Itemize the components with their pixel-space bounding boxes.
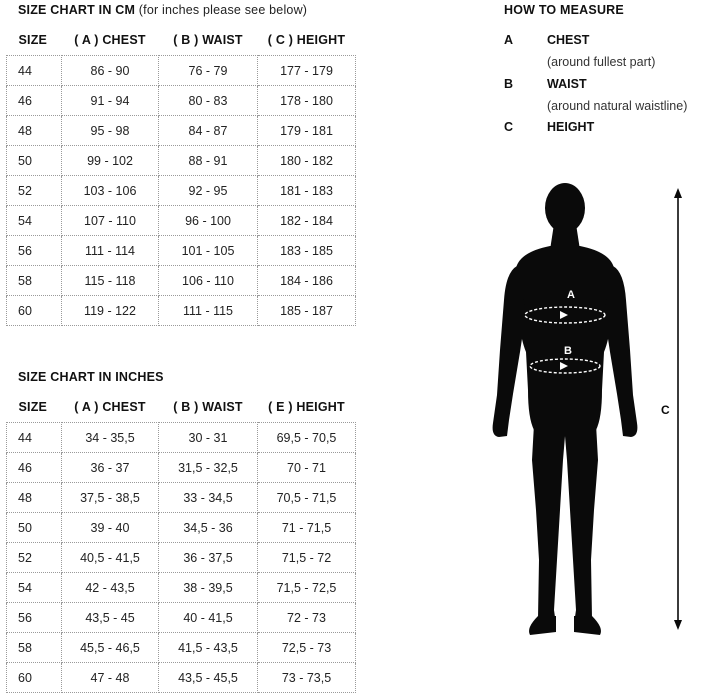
measurement-cell: 76 - 79	[159, 56, 258, 86]
chest-marker-label: A	[567, 289, 575, 301]
size-cell: 56	[7, 603, 62, 633]
cm-header-height: ( C ) HEIGHT	[267, 33, 346, 47]
measurement-cell: 72,5 - 73	[258, 633, 356, 663]
measurement-cell: 101 - 105	[159, 236, 258, 266]
how-to-measure-panel	[504, 3, 703, 134]
measurement-cell: 34,5 - 36	[159, 513, 258, 543]
table-row	[7, 146, 356, 176]
measurement-cell: 31,5 - 32,5	[159, 453, 258, 483]
measurement-cell: 33 - 34,5	[159, 483, 258, 513]
cm-table-header-row	[7, 25, 356, 56]
cm-chart-note: (for inches please see below)	[138, 3, 308, 17]
measurement-cell: 95 - 98	[62, 116, 159, 146]
inch-header-size: SIZE	[18, 400, 48, 414]
cm-header-size: SIZE	[18, 33, 48, 47]
size-cell: 54	[7, 206, 62, 236]
measurement-cell: 88 - 91	[159, 146, 258, 176]
measurement-cell: 36 - 37	[62, 453, 159, 483]
cm-chart-title	[18, 3, 307, 17]
measurement-cell: 180 - 182	[258, 146, 356, 176]
measurement-cell: 69,5 - 70,5	[258, 423, 356, 453]
measure-label-height: HEIGHT	[547, 120, 595, 134]
table-row	[7, 236, 356, 266]
measurement-cell: 119 - 122	[62, 296, 159, 326]
inch-header-height: ( E ) HEIGHT	[268, 400, 345, 414]
measure-letter-a: A	[504, 33, 514, 47]
cm-chart-title-text: SIZE CHART IN CM	[18, 3, 136, 17]
table-row	[7, 513, 356, 543]
measure-letter-b: B	[504, 77, 514, 91]
measurement-cell: 80 - 83	[159, 86, 258, 116]
measurement-cell: 39 - 40	[62, 513, 159, 543]
measure-label-waist: WAIST	[547, 77, 587, 91]
inch-table-header-row	[7, 392, 356, 423]
inch-chart-title: SIZE CHART IN INCHES	[18, 370, 164, 384]
measurement-cell: 41,5 - 43,5	[159, 633, 258, 663]
measurement-cell: 96 - 100	[159, 206, 258, 236]
body-measurement-figure	[490, 180, 700, 650]
measurement-cell: 182 - 184	[258, 206, 356, 236]
size-cell: 48	[7, 483, 62, 513]
measurement-cell: 70,5 - 71,5	[258, 483, 356, 513]
size-cell: 60	[7, 663, 62, 693]
measurement-cell: 40,5 - 41,5	[62, 543, 159, 573]
measurement-cell: 30 - 31	[159, 423, 258, 453]
table-row	[7, 543, 356, 573]
table-row	[7, 56, 356, 86]
cm-size-table	[6, 25, 356, 326]
measurement-cell: 71,5 - 72,5	[258, 573, 356, 603]
measurement-cell: 43,5 - 45,5	[159, 663, 258, 693]
measurement-cell: 177 - 179	[258, 56, 356, 86]
measure-desc-chest: (around fullest part)	[547, 55, 656, 69]
measurement-cell: 72 - 73	[258, 603, 356, 633]
measurement-cell: 115 - 118	[62, 266, 159, 296]
measurement-cell: 106 - 110	[159, 266, 258, 296]
table-row	[7, 206, 356, 236]
table-row	[7, 483, 356, 513]
size-cell: 60	[7, 296, 62, 326]
measurement-cell: 45,5 - 46,5	[62, 633, 159, 663]
size-cell: 48	[7, 116, 62, 146]
measurement-cell: 36 - 37,5	[159, 543, 258, 573]
inch-header-waist: ( B ) WAIST	[173, 400, 243, 414]
measurement-cell: 86 - 90	[62, 56, 159, 86]
size-cell: 44	[7, 423, 62, 453]
measurement-cell: 92 - 95	[159, 176, 258, 206]
cm-header-waist: ( B ) WAIST	[173, 33, 243, 47]
measurement-cell: 181 - 183	[258, 176, 356, 206]
waist-marker-label: B	[564, 345, 572, 357]
measurement-cell: 103 - 106	[62, 176, 159, 206]
measure-letter-c: C	[504, 120, 514, 134]
table-row	[7, 633, 356, 663]
table-row	[7, 453, 356, 483]
measurement-cell: 91 - 94	[62, 86, 159, 116]
inch-header-chest: ( A ) CHEST	[74, 400, 146, 414]
cm-header-chest: ( A ) CHEST	[74, 33, 146, 47]
table-row	[7, 603, 356, 633]
table-row	[7, 573, 356, 603]
height-arrow	[674, 188, 682, 630]
measurement-cell: 40 - 41,5	[159, 603, 258, 633]
measurement-cell: 179 - 181	[258, 116, 356, 146]
measurement-cell: 185 - 187	[258, 296, 356, 326]
human-silhouette-icon	[490, 180, 700, 650]
measurement-cell: 183 - 185	[258, 236, 356, 266]
measurement-cell: 42 - 43,5	[62, 573, 159, 603]
measurement-cell: 111 - 114	[62, 236, 159, 266]
size-cell: 56	[7, 236, 62, 266]
table-row	[7, 266, 356, 296]
measurement-cell: 71,5 - 72	[258, 543, 356, 573]
measurement-cell: 70 - 71	[258, 453, 356, 483]
size-cell: 50	[7, 146, 62, 176]
how-to-measure-title: HOW TO MEASURE	[504, 3, 624, 17]
inch-size-table	[6, 392, 356, 693]
size-cell: 58	[7, 266, 62, 296]
table-row	[7, 86, 356, 116]
table-row	[7, 663, 356, 693]
measurement-cell: 43,5 - 45	[62, 603, 159, 633]
size-cell: 58	[7, 633, 62, 663]
measurement-cell: 107 - 110	[62, 206, 159, 236]
size-cell: 54	[7, 573, 62, 603]
measurement-cell: 99 - 102	[62, 146, 159, 176]
measurement-cell: 73 - 73,5	[258, 663, 356, 693]
size-cell: 52	[7, 543, 62, 573]
measure-label-chest: CHEST	[547, 33, 590, 47]
measurement-cell: 111 - 115	[159, 296, 258, 326]
table-row	[7, 423, 356, 453]
size-cell: 46	[7, 453, 62, 483]
measurement-cell: 184 - 186	[258, 266, 356, 296]
measurement-cell: 34 - 35,5	[62, 423, 159, 453]
measurement-cell: 84 - 87	[159, 116, 258, 146]
measurement-cell: 178 - 180	[258, 86, 356, 116]
measurement-cell: 71 - 71,5	[258, 513, 356, 543]
size-cell: 44	[7, 56, 62, 86]
measurement-cell: 47 - 48	[62, 663, 159, 693]
size-cell: 50	[7, 513, 62, 543]
measure-desc-waist: (around natural waistline)	[547, 99, 688, 113]
table-row	[7, 296, 356, 326]
table-row	[7, 116, 356, 146]
table-row	[7, 176, 356, 206]
measurement-cell: 37,5 - 38,5	[62, 483, 159, 513]
size-cell: 46	[7, 86, 62, 116]
size-cell: 52	[7, 176, 62, 206]
measurement-cell: 38 - 39,5	[159, 573, 258, 603]
height-marker-label: C	[661, 403, 670, 417]
